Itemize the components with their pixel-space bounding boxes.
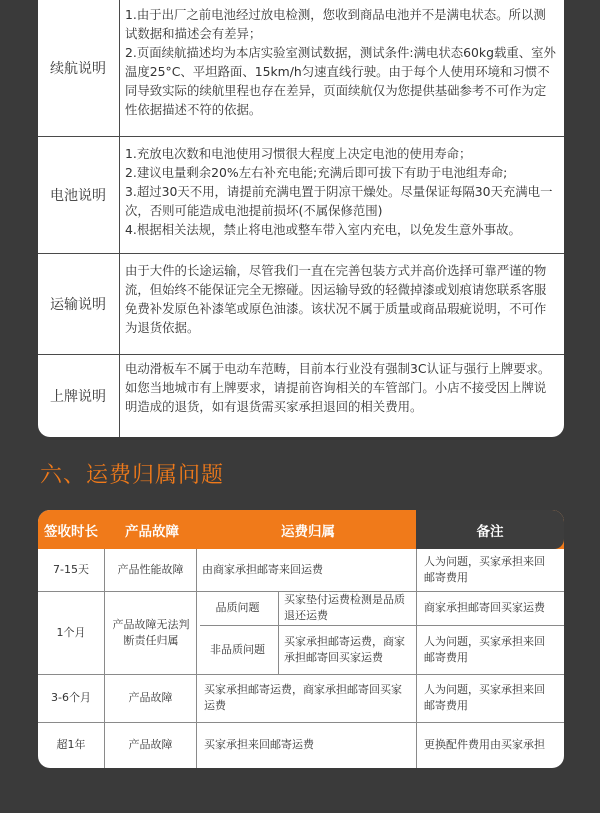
row-label: 续航说明: [50, 61, 106, 77]
freight-cell: 买家承担来回邮寄运费: [204, 738, 314, 751]
divider: [119, 137, 120, 253]
fault-cell: 产品性能故障: [117, 563, 184, 576]
shipping-note-row: [38, 254, 564, 355]
range-note-row: [38, 0, 564, 137]
header-freight: 运费归属: [281, 523, 335, 540]
registration-note-row: [38, 355, 564, 437]
period-cell: 超1年: [56, 738, 86, 751]
row-text: 1.充放电次数和电池使用习惯很大程度上决定电池的使用寿命； 2.建议电量剩余20%左右补充电能;充满后即可拔下有助于电池组寿命; 3.超过30天不用，请提前充满电置于阴凉干燥处。尽量保证每隔30天充满电一次，否则可能造成电池提前损坏(不属保修范围) 4.根据相关法规，禁止将电池或整车带入室内充电，以免发生意外事故。: [125, 146, 553, 237]
row-text: 由于大件的长途运输，尽管我们一直在完善包装方式并高价选择可靠严谨的物流，但始终不能保证完全无擦碰。因运输导致的轻微掉漆或划痕请您联系客服免费补发原色补漆笔或原色油漆。该状况不属于质量或商品瑕疵说明，不可作为退货依据。: [125, 263, 547, 335]
subtype-cell: 品质问题: [215, 601, 260, 614]
fault-cell: 产品故障: [128, 691, 173, 704]
row-label: 电池说明: [50, 188, 106, 204]
section-title: 六、运费归属问题: [40, 463, 225, 488]
freight-cell: 由商家承担邮寄来回运费: [202, 563, 323, 576]
page-bottom: [0, 790, 600, 813]
divider: [119, 254, 120, 354]
row-text: 电动滑板车不属于电动车范畴，目前本行业没有强制3C认证与强行上牌要求。如您当地城市有上牌要求，请提前咨询相关的车管部门。小店不接受因上牌说明造成的退货，如有退货需买家承担退回的相关费用。: [125, 361, 551, 414]
divider: [119, 355, 120, 437]
freight-cell: 买家承担邮寄运费，商家承担邮寄回买家运费: [284, 634, 405, 664]
note-cell: 人为问题，买家承担来回邮寄费用: [424, 555, 545, 584]
row-label: 运输说明: [50, 297, 106, 313]
divider: [119, 0, 120, 136]
col-line: [278, 591, 279, 674]
period-cell: 3-6个月: [51, 691, 91, 704]
product-notes-card: [38, 0, 564, 437]
period-cell: 7-15天: [53, 563, 89, 576]
fault-cell: 产品故障无法判断责任归属: [112, 617, 190, 647]
header-period: 签收时长: [44, 523, 98, 540]
col-line: [416, 549, 417, 768]
note-cell: 人为问题，买家承担来回邮寄费用: [424, 683, 545, 712]
freight-table: [38, 510, 564, 768]
freight-cell: 买家垫付运费检测是品质退还运费: [284, 593, 405, 622]
note-cell: 更换配件费用由买家承担: [424, 738, 545, 751]
freight-cell: 买家承担邮寄运费，商家承担邮寄回买家运费: [204, 683, 402, 712]
fault-cell: 产品故障: [128, 738, 173, 751]
note-cell: 商家承担邮寄回买家运费: [424, 601, 545, 614]
battery-note-row: [38, 137, 564, 254]
row-label: 上牌说明: [50, 389, 106, 405]
row-text: 1.由于出厂之前电池经过放电检测，您收到商品电池并不是满电状态。所以测试数据和描述会有差异； 2.页面续航描述均为本店实验室测试数据，测试条件:满电状态60kg载重、室外温度25°C、平坦路面、15km/h匀速直线行驶。由于每个人使用环境和习惯不同导致实际的续航里程也存在差异，页面续航仅为您提供基础参考不可作为定性依据描述不符的依据。: [125, 7, 556, 117]
subtype-cell: 非品质问题: [210, 642, 265, 656]
note-cell: 人为问题，买家承担来回邮寄费用: [424, 634, 545, 664]
header-fault: 产品故障: [125, 523, 179, 540]
header-note: 备注: [416, 510, 564, 549]
period-cell: 1个月: [56, 625, 86, 639]
